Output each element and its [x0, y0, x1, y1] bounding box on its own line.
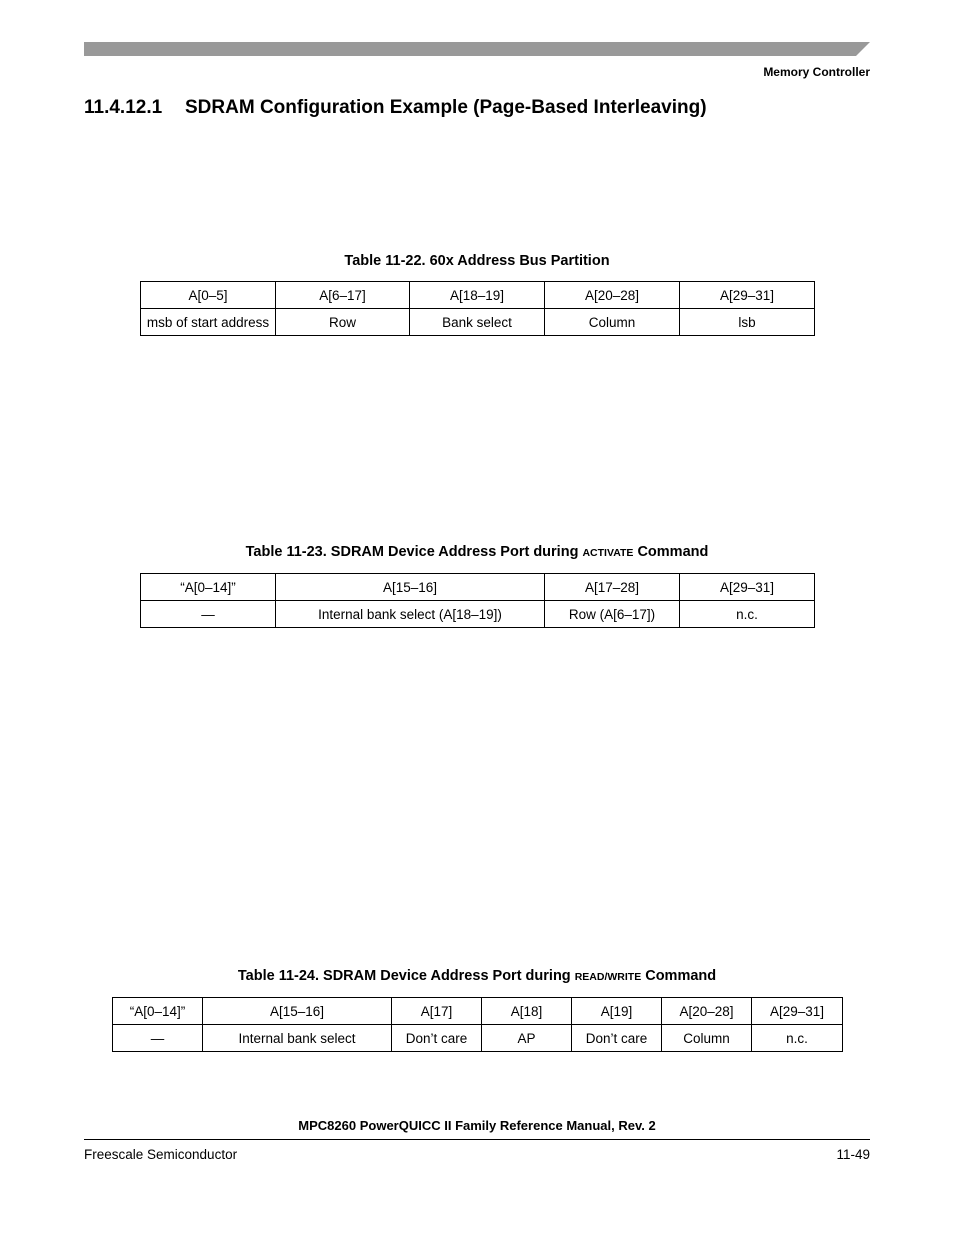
footer-divider	[84, 1139, 870, 1140]
table1-data-row	[141, 309, 815, 336]
page-number: 11-49	[836, 1147, 870, 1162]
table1-cell: msb of start address	[141, 309, 276, 336]
table3-caption-prefix: Table 11-24. SDRAM Device Address Port during	[237, 968, 575, 984]
table2-caption	[0, 544, 954, 560]
table3-header-cell: A[15–16]	[203, 998, 392, 1025]
table2-cell: —	[141, 601, 276, 628]
section-title: SDRAM Configuration Example (Page-Based Interleaving)	[185, 97, 707, 118]
table3-header-row	[113, 998, 843, 1025]
table2-cell: Internal bank select (A[18–19])	[276, 601, 545, 628]
table3-header-cell: “A[0–14]”	[113, 998, 203, 1025]
table3-cell: Don’t care	[392, 1025, 482, 1052]
table2-cell: n.c.	[680, 601, 815, 628]
manual-title: MPC8260 PowerQUICC II Family Reference Manual, Rev. 2	[298, 1118, 656, 1133]
table2-header-cell: A[29–31]	[680, 574, 815, 601]
table3	[112, 997, 843, 1052]
table1-cell: Row	[276, 309, 410, 336]
section-number: 11.4.12.1	[84, 97, 163, 118]
table3-cell: n.c.	[752, 1025, 843, 1052]
table2-header-row	[141, 574, 815, 601]
table2-cell: Row (A[6–17])	[545, 601, 680, 628]
table3-caption-command: READ/WRITE	[574, 971, 642, 983]
table3-caption	[0, 968, 954, 984]
table2-header-cell: A[15–16]	[276, 574, 545, 601]
table3-header-cell: A[17]	[392, 998, 482, 1025]
table1-caption: Table 11-22. 60x Address Bus Partition	[344, 253, 610, 269]
table2-data-row	[141, 601, 815, 628]
table3-cell: AP	[482, 1025, 572, 1052]
table3-header-cell: A[18]	[482, 998, 572, 1025]
table2-header-cell: “A[0–14]”	[141, 574, 276, 601]
table2-header-cell: A[17–28]	[545, 574, 680, 601]
table1	[140, 281, 815, 336]
header-bar	[84, 42, 870, 56]
table2-caption-prefix: Table 11-23. SDRAM Device Address Port during	[245, 544, 583, 560]
table3-header-cell: A[20–28]	[662, 998, 752, 1025]
table3-cell: Internal bank select	[203, 1025, 392, 1052]
table3-data-row	[113, 1025, 843, 1052]
table1-header-cell: A[6–17]	[276, 282, 410, 309]
table1-header-row	[141, 282, 815, 309]
table1-header-cell: A[0–5]	[141, 282, 276, 309]
table2	[140, 573, 815, 628]
table1-header-cell: A[18–19]	[410, 282, 545, 309]
table3-header-cell: A[19]	[572, 998, 662, 1025]
table3-cell: —	[113, 1025, 203, 1052]
company-name: Freescale Semiconductor	[84, 1147, 238, 1162]
table1-cell: lsb	[680, 309, 815, 336]
table1-cell: Column	[545, 309, 680, 336]
table3-cell: Don’t care	[572, 1025, 662, 1052]
table1-cell: Bank select	[410, 309, 545, 336]
header-bar-shape	[84, 42, 870, 56]
table1-header-cell: A[20–28]	[545, 282, 680, 309]
section-heading	[84, 97, 707, 119]
table3-caption-suffix: Command	[641, 968, 717, 984]
table3-cell: Column	[662, 1025, 752, 1052]
chapter-title: Memory Controller	[763, 65, 870, 79]
table1-header-cell: A[29–31]	[680, 282, 815, 309]
table2-caption-suffix: Command	[633, 544, 709, 560]
table2-caption-command: ACTIVATE	[582, 547, 634, 559]
table3-header-cell: A[29–31]	[752, 998, 843, 1025]
